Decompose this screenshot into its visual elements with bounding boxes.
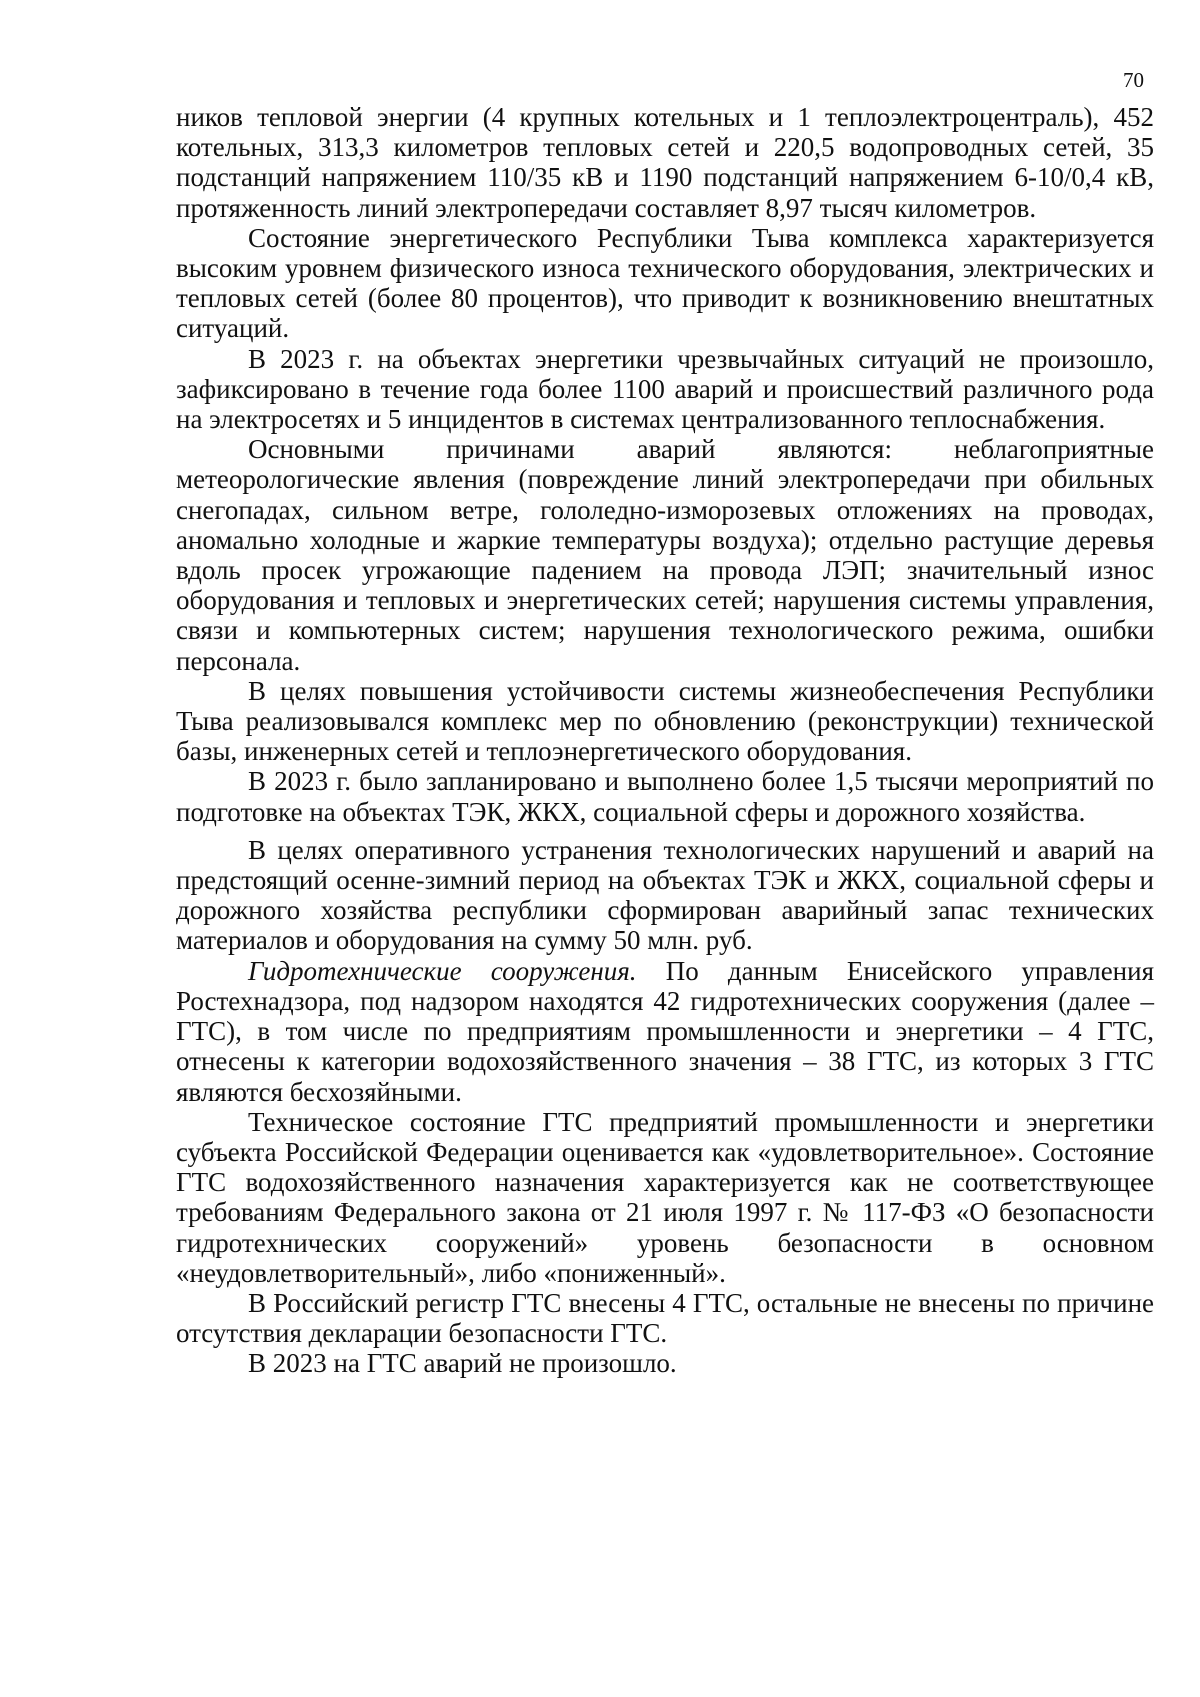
paragraph-accident-causes: Основными причинами аварий являются: неблагоприятные метеорологические явления (повреждение линий электропередачи при обильных снегопадах, сильном ветре, гололедно-изморозевых отложениях на проводах, аномально холодные и жаркие температуры воздуха); отдельно растущие деревья вдоль просек угрожающие падением на провода ЛЭП; значительный износ оборудования и тепловых и энергетических сетей; нарушения системы управления, связи и компьютерных систем; нарушения технологического режима, ошибки персонала. — [176, 434, 1154, 676]
paragraph-hydro-no-accidents: В 2023 на ГТС аварий не произошло. — [248, 1348, 677, 1379]
paragraph-hydro-structures — [176, 956, 1154, 1107]
paragraph-hydro-technical-condition: Техническое состояние ГТС предприятий промышленности и энергетики субъекта Российской Федерации оценивается как «удовлетворительное». Состояние ГТС водохозяйственного назначения характеризуется как не соответствующее требованиям Федерального закона от 21 июля 1997 г. № 117-ФЗ «О безопасности гидротехнических сооружений» уровень безопасности в основном «неудовлетворительный», либо «пониженный». — [176, 1106, 1154, 1288]
page-number: 70 — [1123, 68, 1144, 92]
paragraph-energy-complex-condition: Состояние энергетического Республики Тыва комплекса характеризуется высоким уровнем физического износа технического оборудования, электрических и тепловых сетей (более 80 процентов), что приводит к возникновению внештатных ситуаций. — [176, 222, 1154, 344]
paragraph-planned-activities: В 2023 г. было запланировано и выполнено более 1,5 тысячи мероприятий по подготовке на объектах ТЭК, ЖКХ, социальной сферы и дорожного хозяйства. — [176, 766, 1154, 827]
document-body — [176, 102, 1154, 1379]
paragraph-hydro-register: В Российский регистр ГТС внесены 4 ГТС, остальные не внесены по причине отсутствия декларации безопасности ГТС. — [176, 1287, 1154, 1349]
paragraph-energy-incidents-2023: В 2023 г. на объектах энергетики чрезвычайных ситуаций не произошло, зафиксировано в течение года более 1100 аварий и происшествий различного рода на электросетях и 5 инцидентов в системах централизованного теплоснабжения. — [176, 343, 1154, 435]
section-lead-hydro-structures: Гидротехнические сооружения. — [248, 955, 637, 986]
paragraph-continuation: ников тепловой энергии (4 крупных котельных и 1 теплоэлектроцентраль), 452 котельных, 313,3 километров тепловых сетей и 220,5 водопроводных сетей, 35 подстанций напряжением 110/35 кВ и 1190 подстанций напряжением 6-10/0,4 кВ, протяженность линий электропередачи составляет 8,97 тысяч километров. — [176, 102, 1154, 223]
paragraph-resilience-measures: В целях повышения устойчивости системы жизнеобеспечения Республики Тыва реализовывался комплекс мер по обновлению (реконструкции) технической базы, инженерных сетей и теплоэнергетического оборудования. — [176, 675, 1154, 767]
paragraph-hydro-structures-text: По данным Енисейского управления Ростехнадзора, под надзором находятся 42 гидротехнических сооружения (далее – ГТС), в том числе по предприятиям промышленности и энергетики – 4 ГТС, отнесены к категории водохозяйственного значения – 38 ГТС, из которых 3 ГТС являются бесхозяйными. — [176, 955, 1154, 1107]
paragraph-emergency-reserve: В целях оперативного устранения технологических нарушений и аварий на предстоящий осенне-зимний период на объектах ТЭК и ЖКХ, социальной сферы и дорожного хозяйства республики сформирован аварийный запас технических материалов и оборудования на сумму 50 млн. руб. — [176, 834, 1154, 956]
